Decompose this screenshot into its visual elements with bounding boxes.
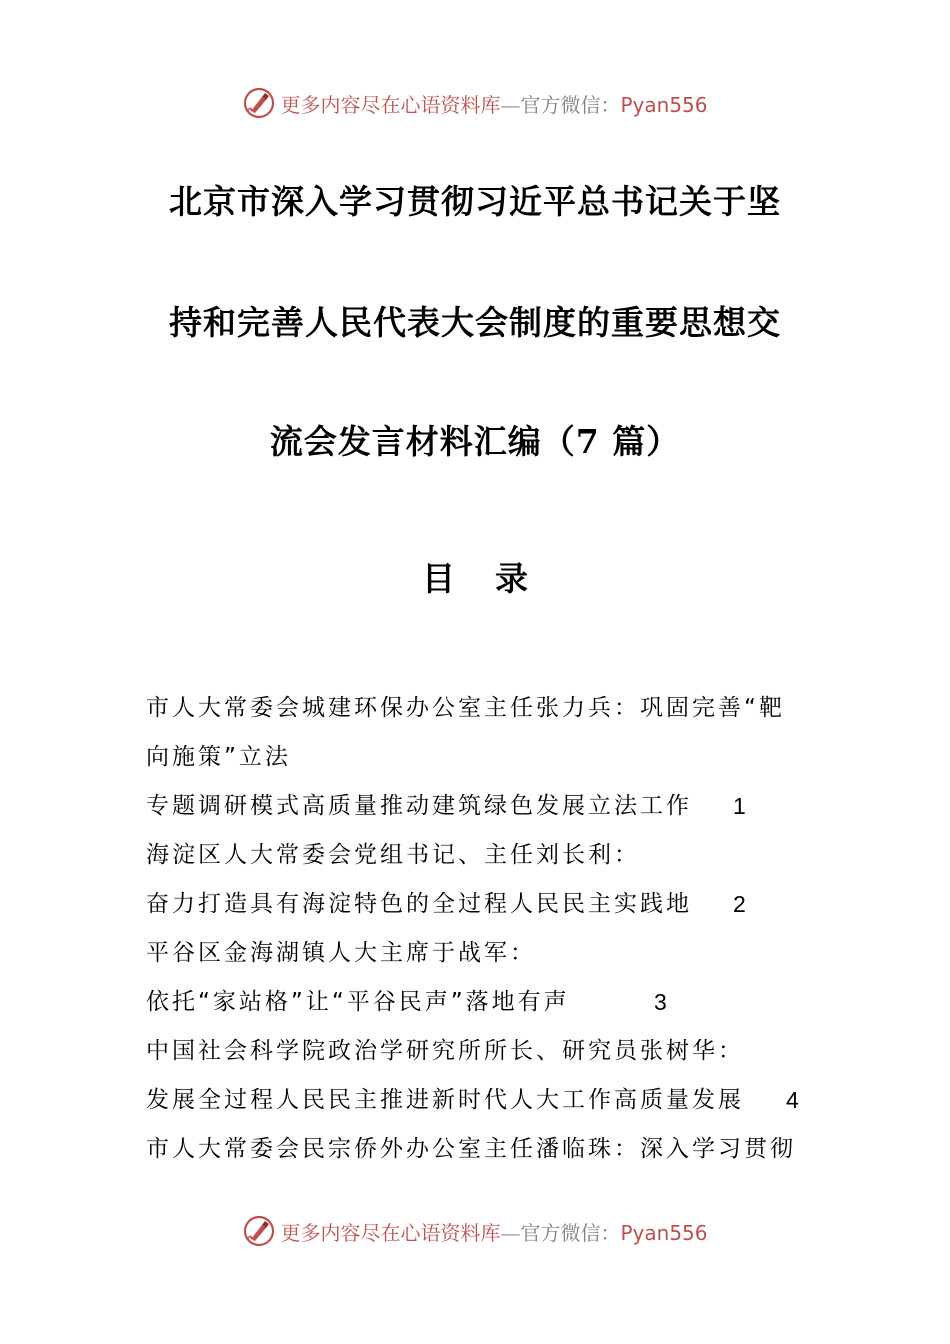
watermark-wechat-id: Pyan556 <box>620 1220 708 1245</box>
pen-nib-circle-icon <box>242 86 276 120</box>
toc-heading: 目录 <box>422 559 568 598</box>
toc-entry-2-title[interactable] <box>146 880 816 929</box>
toc-entry-page-number: 3 <box>654 989 667 1015</box>
toc-entry-page-number: 2 <box>733 891 746 917</box>
watermark-text <box>280 1217 707 1246</box>
toc-entry-1-title[interactable] <box>146 782 816 831</box>
document-title-line-3: 流会发言材料汇编（7 篇） <box>269 422 681 461</box>
toc-entry-3-title[interactable] <box>146 978 816 1027</box>
watermark-wechat-id: Pyan556 <box>620 92 708 117</box>
toc-entry-3-speaker: 平谷区金海湖镇人大主席于战军： <box>146 940 536 966</box>
footer-watermark <box>0 1211 950 1251</box>
toc-entry-title-text: 奋力打造具有海淀特色的全过程人民民主实践地 <box>146 891 692 917</box>
toc-entry-title-text: 发展全过程人民民主推进新时代人大工作高质量发展 <box>146 1087 744 1113</box>
toc-entry-title-text: 依托“家站格”让“平谷民声”落地有声 <box>146 989 570 1015</box>
watermark-wechat-label: 官方微信： <box>520 1220 621 1245</box>
toc-entry-4-speaker: 中国社会科学院政治学研究所所长、研究员张树华： <box>146 1038 744 1064</box>
pen-nib-circle-icon <box>242 1214 276 1248</box>
document-title-line-1: 北京市深入学习贯彻习近平总书记关于坚 <box>169 182 781 221</box>
toc-entry-5-speaker: 市人大常委会民宗侨外办公室主任潘临珠：深入学习贯彻 <box>146 1136 796 1162</box>
toc-entry-1-speaker-line-2: 向施策”立法 <box>146 744 291 770</box>
toc-entry-2-speaker: 海淀区人大常委会党组书记、主任刘长利： <box>146 842 640 868</box>
watermark-site: 更多内容尽在心语资料库 <box>280 1220 501 1245</box>
toc-entry-page-number: 1 <box>733 793 746 819</box>
watermark-site: 更多内容尽在心语资料库 <box>280 92 501 117</box>
watermark-separator: — <box>500 92 521 117</box>
watermark-text <box>280 89 707 118</box>
table-of-contents <box>146 684 816 1174</box>
toc-entry-4-title[interactable] <box>146 1076 816 1125</box>
watermark-wechat-label: 官方微信： <box>520 92 621 117</box>
toc-entry-1-speaker-line-1: 市人大常委会城建环保办公室主任张力兵：巩固完善“靶 <box>146 695 785 721</box>
header-watermark <box>0 83 950 123</box>
document-title-line-2: 持和完善人民代表大会制度的重要思想交 <box>169 303 781 342</box>
toc-entry-page-number: 4 <box>786 1087 799 1113</box>
toc-entry-title-text: 专题调研模式高质量推动建筑绿色发展立法工作 <box>146 793 692 819</box>
watermark-separator: — <box>500 1220 521 1245</box>
